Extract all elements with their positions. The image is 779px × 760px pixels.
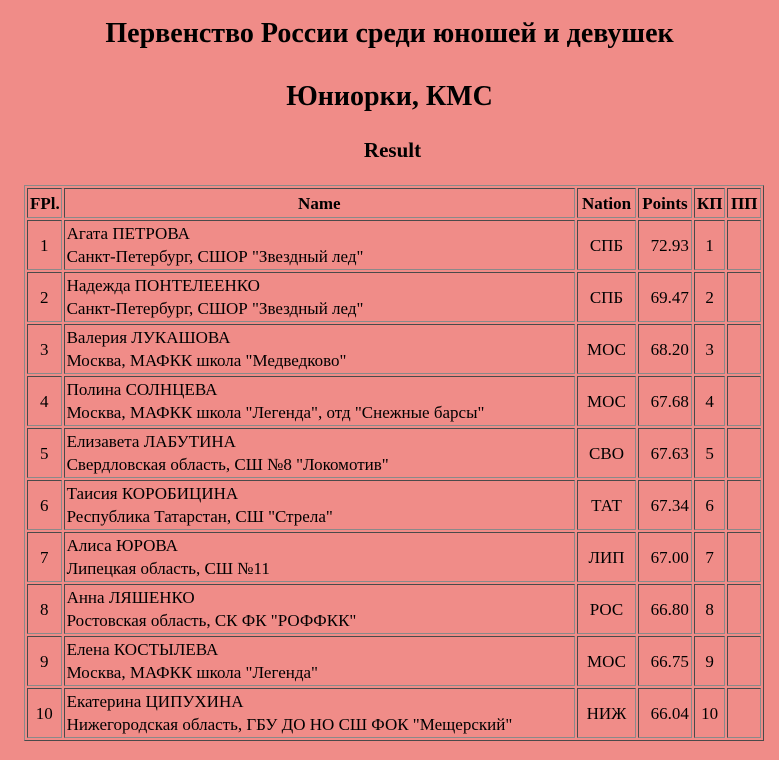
column-header-points: Points — [638, 188, 692, 218]
cell-pp — [727, 428, 761, 478]
cell-skater — [64, 220, 575, 270]
skater-name: Екатерина ЦИПУХИНА — [66, 692, 244, 711]
category-subtitle: Юниорки, КМС — [286, 81, 493, 112]
skater-club: Ростовская область, СК ФК "РОФФКК" — [66, 611, 357, 630]
table-row — [27, 324, 761, 374]
cell-nation: МОС — [577, 636, 636, 686]
cell-pp — [727, 480, 761, 530]
skater-name: Таисия КОРОБИЦИНА — [66, 484, 239, 503]
skater-name: Агата ПЕТРОВА — [66, 224, 190, 243]
cell-skater — [64, 376, 575, 426]
skater-club: Нижегородская область, ГБУ ДО НО СШ ФОК "Мещерский" — [66, 715, 513, 734]
cell-place: 9 — [27, 636, 62, 686]
results-table — [24, 185, 764, 741]
cell-skater — [64, 688, 575, 738]
cell-skater — [64, 636, 575, 686]
cell-skater — [64, 428, 575, 478]
cell-skater — [64, 532, 575, 582]
cell-pp — [727, 220, 761, 270]
cell-points: 72.93 — [638, 220, 692, 270]
skater-name: Полина СОЛНЦЕВА — [66, 380, 218, 399]
cell-points: 68.20 — [638, 324, 692, 374]
cell-nation: МОС — [577, 376, 636, 426]
skater-club: Москва, МАФКК школа "Легенда" — [66, 663, 318, 682]
cell-place: 7 — [27, 532, 62, 582]
cell-place: 10 — [27, 688, 62, 738]
skater-name: Алиса ЮРОВА — [66, 536, 178, 555]
cell-pp — [727, 636, 761, 686]
cell-place: 6 — [27, 480, 62, 530]
cell-kp: 2 — [694, 272, 726, 322]
table-row — [27, 532, 761, 582]
cell-points: 66.75 — [638, 636, 692, 686]
skater-club: Санкт-Петербург, СШОР "Звездный лед" — [66, 247, 364, 266]
cell-kp: 1 — [694, 220, 726, 270]
cell-place: 5 — [27, 428, 62, 478]
cell-place: 4 — [27, 376, 62, 426]
cell-place: 1 — [27, 220, 62, 270]
cell-points: 66.80 — [638, 584, 692, 634]
column-header-pp: ПП — [727, 188, 761, 218]
skater-name: Валерия ЛУКАШОВА — [66, 328, 231, 347]
column-header-name: Name — [64, 188, 575, 218]
cell-pp — [727, 584, 761, 634]
column-header-kp: КП — [694, 188, 726, 218]
cell-nation: НИЖ — [577, 688, 636, 738]
cell-points: 67.68 — [638, 376, 692, 426]
cell-pp — [727, 688, 761, 738]
cell-pp — [727, 532, 761, 582]
column-header-nation: Nation — [577, 188, 636, 218]
table-row — [27, 220, 761, 270]
skater-club: Свердловская область, СШ №8 "Локомотив" — [66, 455, 389, 474]
cell-nation: СПБ — [577, 272, 636, 322]
cell-kp: 4 — [694, 376, 726, 426]
cell-kp: 10 — [694, 688, 726, 738]
table-row — [27, 428, 761, 478]
cell-skater — [64, 480, 575, 530]
skater-club: Москва, МАФКК школа "Легенда", отд "Снежные барсы" — [66, 403, 485, 422]
cell-place: 3 — [27, 324, 62, 374]
skater-club: Москва, МАФКК школа "Медведково" — [66, 351, 347, 370]
cell-nation: СВО — [577, 428, 636, 478]
cell-points: 67.34 — [638, 480, 692, 530]
section-heading: Result — [363, 138, 422, 162]
skater-club: Санкт-Петербург, СШОР "Звездный лед" — [66, 299, 364, 318]
table-row — [27, 688, 761, 738]
cell-nation: ЛИП — [577, 532, 636, 582]
cell-pp — [727, 376, 761, 426]
cell-points: 67.63 — [638, 428, 692, 478]
cell-nation: ТАТ — [577, 480, 636, 530]
cell-kp: 5 — [694, 428, 726, 478]
skater-name: Елизавета ЛАБУТИНА — [66, 432, 236, 451]
table-row — [27, 376, 761, 426]
cell-nation: СПБ — [577, 220, 636, 270]
column-header-place: FPl. — [27, 188, 62, 218]
skater-club: Липецкая область, СШ №11 — [66, 559, 270, 578]
cell-kp: 7 — [694, 532, 726, 582]
cell-kp: 9 — [694, 636, 726, 686]
cell-kp: 3 — [694, 324, 726, 374]
cell-nation: РОС — [577, 584, 636, 634]
cell-points: 66.04 — [638, 688, 692, 738]
cell-kp: 6 — [694, 480, 726, 530]
table-row — [27, 584, 761, 634]
cell-pp — [727, 324, 761, 374]
cell-kp: 8 — [694, 584, 726, 634]
cell-skater — [64, 584, 575, 634]
results-body — [27, 220, 761, 738]
cell-pp — [727, 272, 761, 322]
page-title: Первенство России среди юношей и девушек — [105, 18, 674, 49]
table-header-row — [27, 188, 761, 218]
cell-place: 8 — [27, 584, 62, 634]
cell-skater — [64, 272, 575, 322]
skater-name: Надежда ПОНТЕЛЕЕНКО — [66, 276, 260, 295]
cell-nation: МОС — [577, 324, 636, 374]
table-row — [27, 272, 761, 322]
table-row — [27, 636, 761, 686]
cell-skater — [64, 324, 575, 374]
cell-points: 69.47 — [638, 272, 692, 322]
cell-place: 2 — [27, 272, 62, 322]
table-row — [27, 480, 761, 530]
skater-name: Анна ЛЯШЕНКО — [66, 588, 195, 607]
skater-club: Республика Татарстан, СШ "Стрела" — [66, 507, 333, 526]
skater-name: Елена КОСТЫЛЕВА — [66, 640, 219, 659]
cell-points: 67.00 — [638, 532, 692, 582]
